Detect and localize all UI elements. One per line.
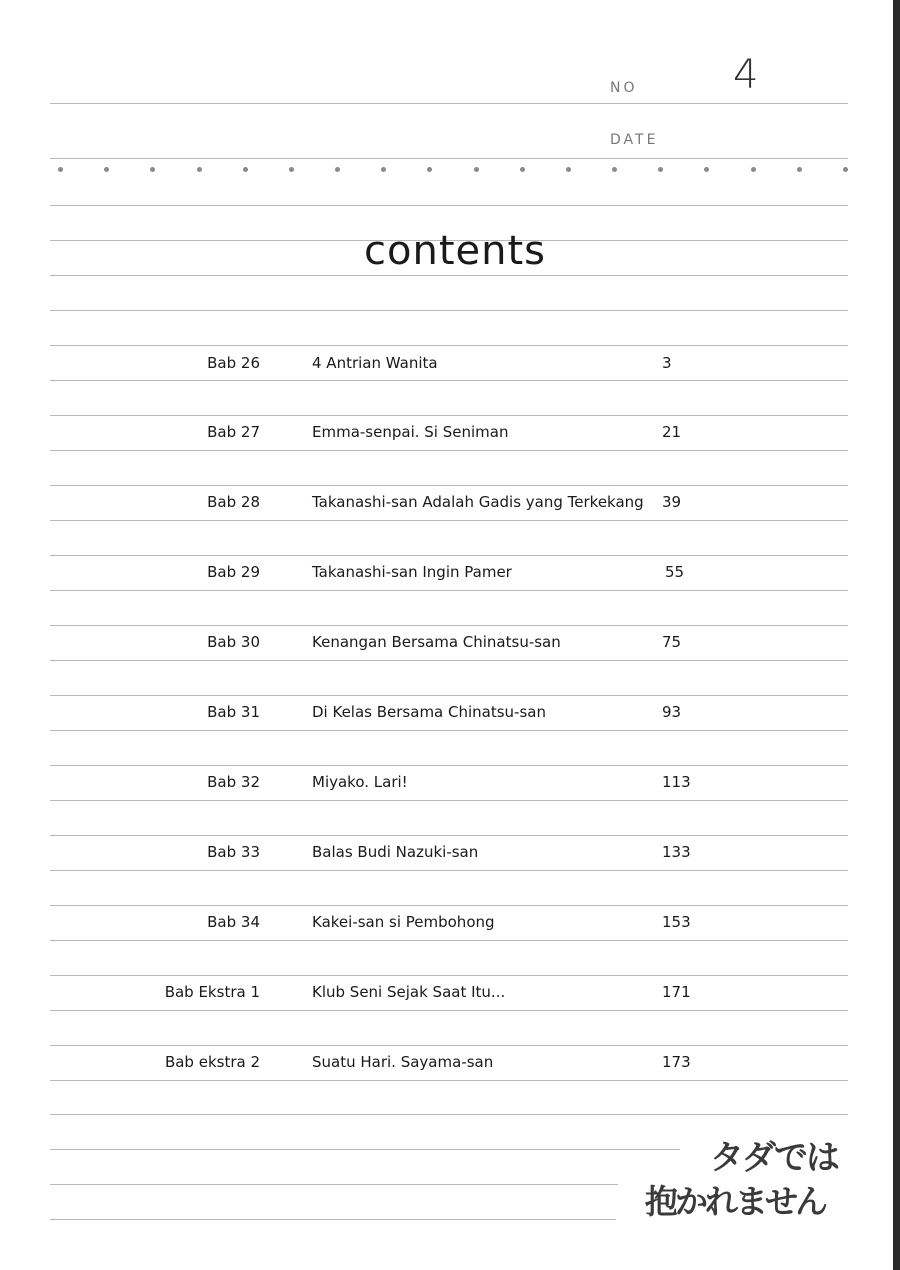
chapter-number: Bab ekstra 2 [164,1053,260,1071]
ruled-line [50,1219,616,1220]
page-number: 3 [662,354,672,372]
ruled-line [50,345,848,346]
page-number: 113 [662,773,691,791]
chapter-number: Bab 26 [207,354,260,372]
chapter-title: Balas Budi Nazuki-san [312,843,479,861]
ruled-line [50,905,848,906]
ruled-line [50,1184,618,1185]
ruled-line [50,555,848,556]
ruled-line [50,1114,848,1115]
ruled-line [50,835,848,836]
toc-entry [0,633,900,661]
page-title: contents [364,228,546,274]
dotted-separator [58,164,848,174]
chapter-number: Bab 34 [207,913,260,931]
ruled-line [50,1149,680,1150]
toc-entry [0,913,900,941]
toc-entry [0,1053,900,1081]
chapter-number: Bab 30 [207,633,260,651]
chapter-title: Takanashi-san Adalah Gadis yang Terkekang [312,493,644,511]
ruled-line [50,765,848,766]
chapter-number: Bab 31 [207,703,260,721]
toc-entry [0,354,900,382]
page-number: 75 [662,633,682,651]
ruled-line [50,310,848,311]
toc-entry [0,703,900,731]
chapter-title: Takanashi-san Ingin Pamer [312,563,512,581]
ruled-line [50,485,848,486]
ruled-line [50,103,848,104]
chapter-number: Bab 28 [207,493,260,511]
chapter-number: Bab 29 [207,563,260,581]
logo-line-2: 抱かれません [645,1182,825,1221]
toc-entry [0,563,900,591]
page-number: 39 [662,493,682,511]
logo-line-1: タダでは [710,1138,838,1178]
page-number: 55 [665,563,685,581]
ruled-line [50,695,848,696]
chapter-title: Suatu Hari. Sayama-san [312,1053,494,1071]
series-logo [645,1130,860,1225]
toc-entry [0,773,900,801]
toc-entry [0,423,900,451]
toc-entry [0,983,900,1011]
chapter-title: Kakei-san si Pembohong [312,913,495,931]
chapter-number: Bab 27 [207,423,260,441]
volume-number: 4 [733,52,759,98]
page-edge [893,0,900,1270]
ruled-line [50,158,848,159]
no-label: NO [610,80,638,96]
chapter-title: Klub Seni Sejak Saat Itu... [312,983,506,1001]
page-number: 153 [662,913,691,931]
ruled-line [50,275,848,276]
page-number: 21 [662,423,682,441]
chapter-title: Emma-senpai. Si Seniman [312,423,509,441]
page-number: 93 [662,703,682,721]
ruled-line [50,415,848,416]
page-number: 171 [662,983,691,1001]
chapter-number: Bab 32 [207,773,260,791]
chapter-number: Bab Ekstra 1 [164,983,260,1001]
chapter-title: Kenangan Bersama Chinatsu-san [312,633,561,651]
toc-entry [0,843,900,871]
chapter-title: Miyako. Lari! [312,773,408,791]
page-number: 173 [662,1053,691,1071]
date-label: DATE [610,132,659,148]
page-number: 133 [662,843,691,861]
ruled-line [50,975,848,976]
chapter-title: Di Kelas Bersama Chinatsu-san [312,703,546,721]
toc-entry [0,493,900,521]
ruled-line [50,205,848,206]
ruled-line [50,625,848,626]
chapter-title: 4 Antrian Wanita [312,354,438,372]
ruled-line [50,1045,848,1046]
chapter-number: Bab 33 [207,843,260,861]
